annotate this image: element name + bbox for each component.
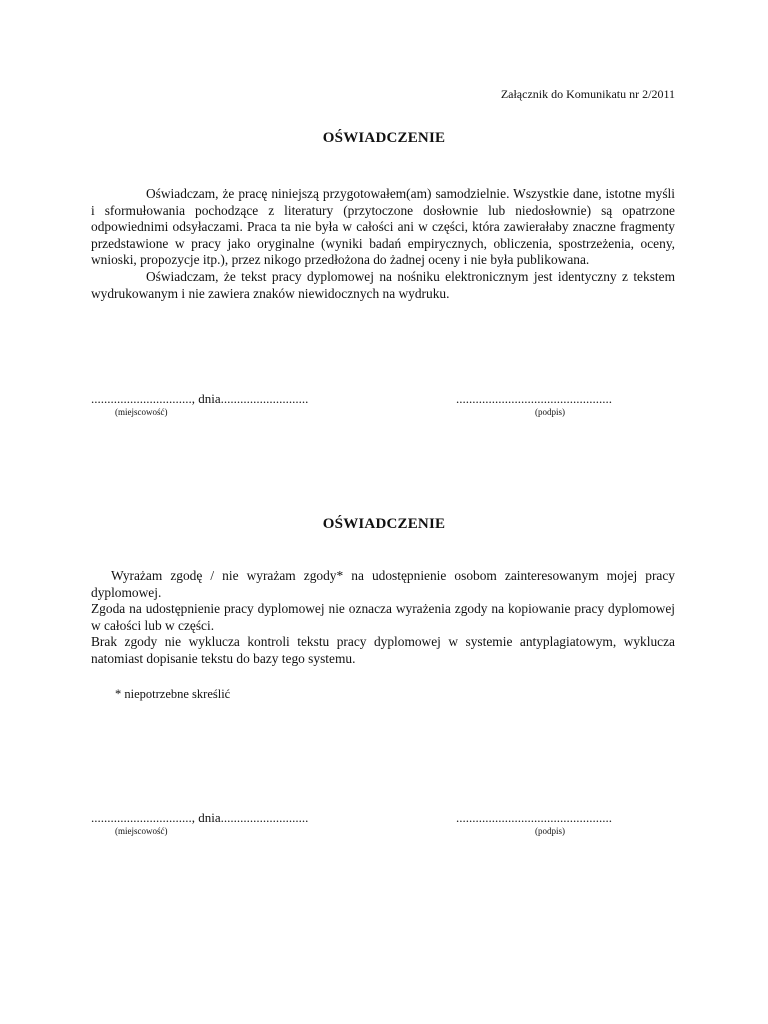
- declaration-title-2: OŚWIADCZENIE: [322, 516, 446, 532]
- annex-reference: Załącznik do Komunikatu nr 2/2011: [500, 87, 675, 101]
- place-date-line-2: ..............................., dnia...........................: [91, 810, 309, 825]
- footnote: * niepotrzebne skreślić: [115, 687, 231, 701]
- declaration-1-paragraph-2: Oświadczam, że tekst pracy dyplomowej na nośniku elektronicznym jest identyczny z tekstem wydrukowanym i nie zawiera znaków niewidocznych na wydruku.: [91, 268, 675, 301]
- signature-line-2: ................................................: [456, 810, 612, 825]
- declaration-2-paragraph-2: Zgoda na udostępnienie pracy dyplomowej nie oznacza wyrażenia zgody na kopiowanie pracy dyplomowej w całości lub w części.: [91, 601, 675, 633]
- declaration-1-paragraph-1: Oświadczam, że pracę niniejszą przygotowałem(am) samodzielnie. Wszystkie dane, istotne myśli i sformułowania pochodzące z literatury (przytoczone dosłownie lub niedosłownie) są opatrzone odpowiednimi odsyłaczami. Praca ta nie była w całości ani w części, która zawierałaby znaczne fragmenty przedstawione w pracy jako oryginalne (wyniki badań empirycznych, obliczenia, spostrzeżenia, oceny, wnioski, propozycje itp.), przez nikogo przedłożona do żadnej oceny i nie była publikowana.: [91, 186, 675, 268]
- declaration-body-2: [91, 568, 675, 668]
- signature-caption-2: (podpis): [535, 826, 565, 836]
- declaration-title-1: OŚWIADCZENIE: [322, 130, 446, 146]
- signature-caption-1: (podpis): [535, 407, 565, 417]
- signature-line-1: ................................................: [456, 391, 612, 406]
- place-date-line-1: ..............................., dnia...........................: [91, 391, 309, 406]
- place-caption-2: (miejscowość): [115, 826, 168, 836]
- declaration-2-paragraph-1: Wyrażam zgodę / nie wyrażam zgody* na udostępnienie osobom zainteresowanym mojej pracy dyplomowej.: [91, 568, 675, 600]
- place-caption-1: (miejscowość): [115, 407, 168, 417]
- declaration-2-paragraph-3: Brak zgody nie wyklucza kontroli tekstu pracy dyplomowej w systemie antyplagiatowym, wyklucza natomiast dopisanie tekstu do bazy tego systemu.: [91, 634, 675, 666]
- declaration-body-1: [91, 186, 675, 302]
